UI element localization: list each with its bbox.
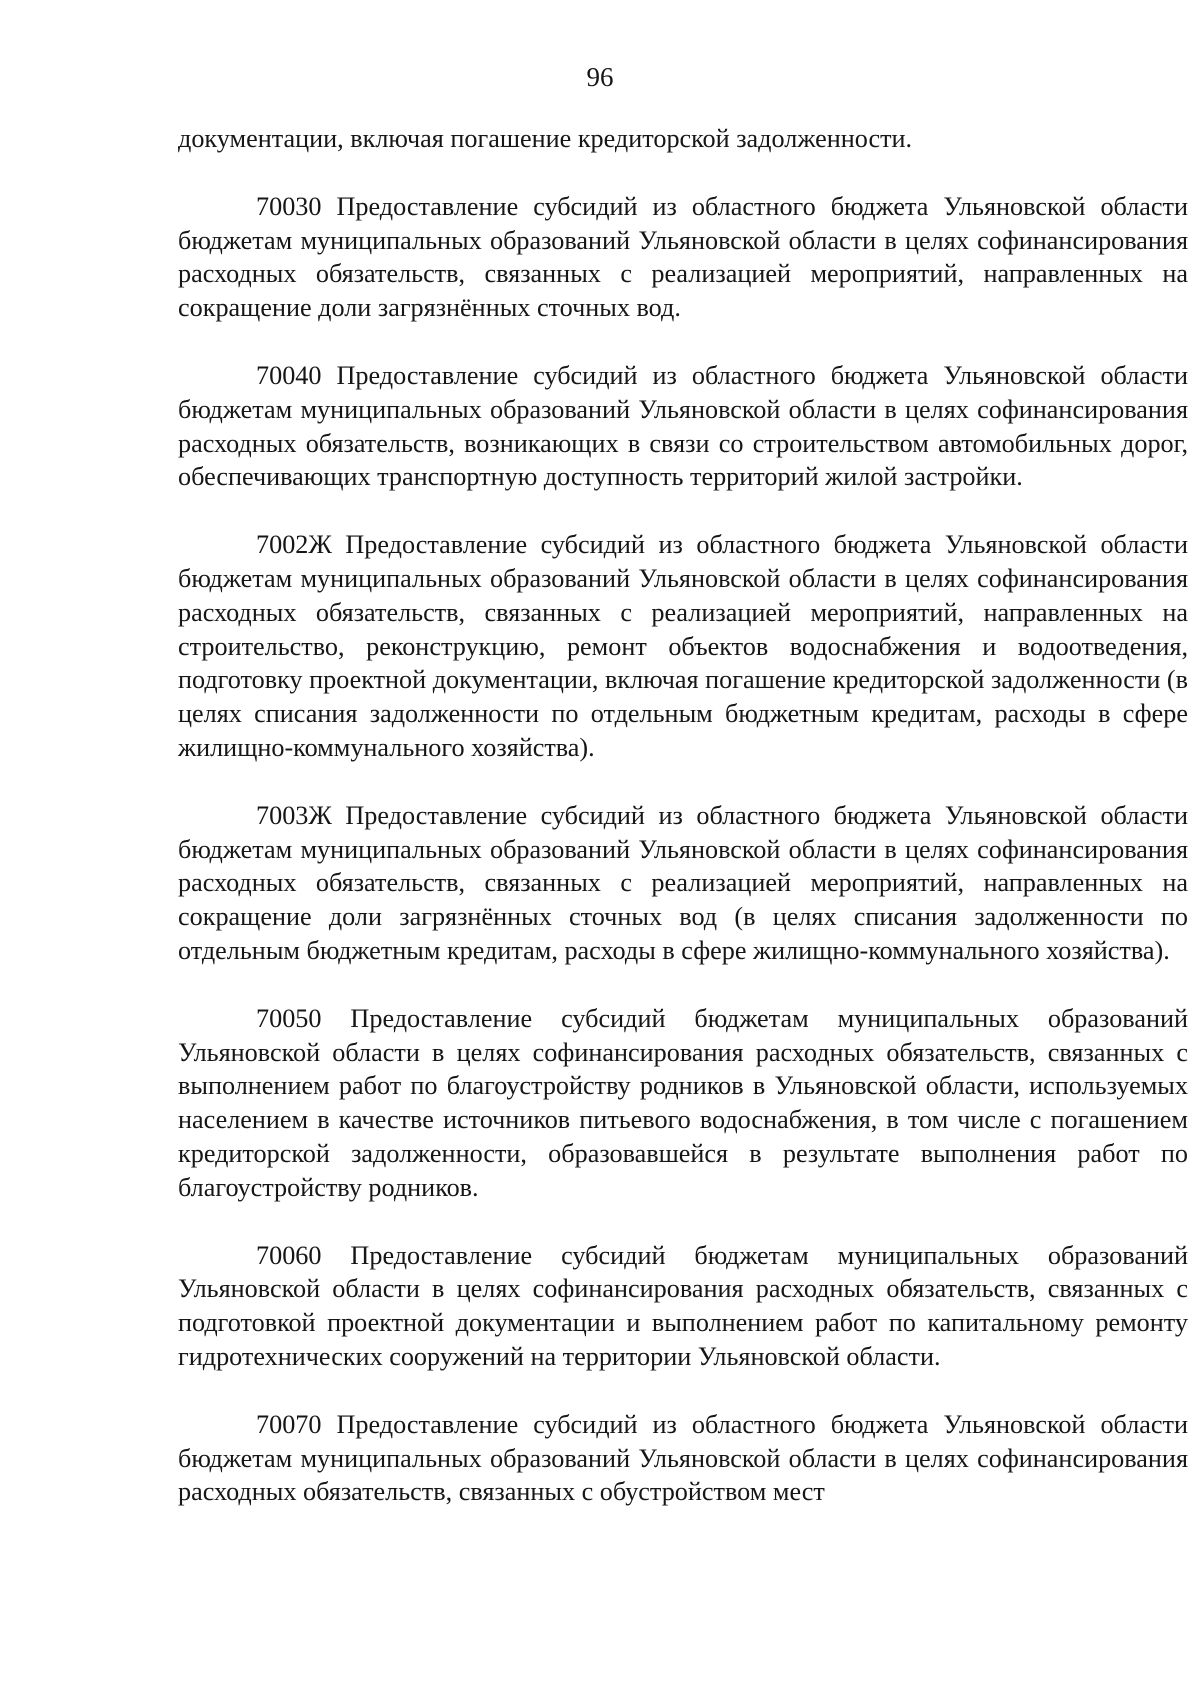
page-number: 96 [586,62,614,92]
document-body [178,122,1188,1509]
paragraph-7003zh: 7003Ж Предоставление субсидий из областного бюджета Ульяновской области бюджетам муниципальных образований Ульяновской области в целях софинансирования расходных обязательств, связанных с реализацией мероприятий, направленных на сокращение доли загрязнённых сточных вод (в целях списания задолженности по отдельным бюджетным кредитам, расходы в сфере жилищно-коммунального хозяйства). [178,800,1188,965]
continued-paragraph: документации, включая погашение кредиторской задолженности. [178,124,913,153]
paragraph-7002zh: 7002Ж Предоставление субсидий из областного бюджета Ульяновской области бюджетам муниципальных образований Ульяновской области в целях софинансирования расходных обязательств, связанных с реализацией мероприятий, направленных на строительство, реконструкцию, ремонт объектов водоснабжения и водоотведения, подготовку проектной документации, включая погашение кредиторской задолженности (в целях списания задолженности по отдельным бюджетным кредитам, расходы в сфере жилищно-коммунального хозяйства). [178,530,1188,762]
paragraph-70040: 70040 Предоставление субсидий из областного бюджета Ульяновской области бюджетам муниципальных образований Ульяновской области в целях софинансирования расходных обязательств, возникающих в связи со строительством автомобильных дорог, обеспечивающих транспортную доступность территорий жилой застройки. [178,360,1188,492]
paragraph-70050: 70050 Предоставление субсидий бюджетам муниципальных образований Ульяновской области в целях софинансирования расходных обязательств, связанных с выполнением работ по благоустройству родников в Ульяновской области, используемых населением в качестве источников питьевого водоснабжения, в том числе с погашением кредиторской задолженности, образовавшейся в результате выполнения работ по благоустройству родников. [178,1003,1188,1202]
paragraph-70060: 70060 Предоставление субсидий бюджетам муниципальных образований Ульяновской области в целях софинансирования расходных обязательств, связанных с подготовкой проектной документации и выполнением работ по капитальному ремонту гидротехнических сооружений на территории Ульяновской области. [178,1240,1188,1371]
paragraph-70030: 70030 Предоставление субсидий из областного бюджета Ульяновской области бюджетам муниципальных образований Ульяновской области в целях софинансирования расходных обязательств, связанных с реализацией мероприятий, направленных на сокращение доли загрязнённых сточных вод. [178,191,1188,323]
paragraph-70070: 70070 Предоставление субсидий из областного бюджета Ульяновской области бюджетам муниципальных образований Ульяновской области в целях софинансирования расходных обязательств, связанных с обустройством мест [178,1409,1188,1507]
